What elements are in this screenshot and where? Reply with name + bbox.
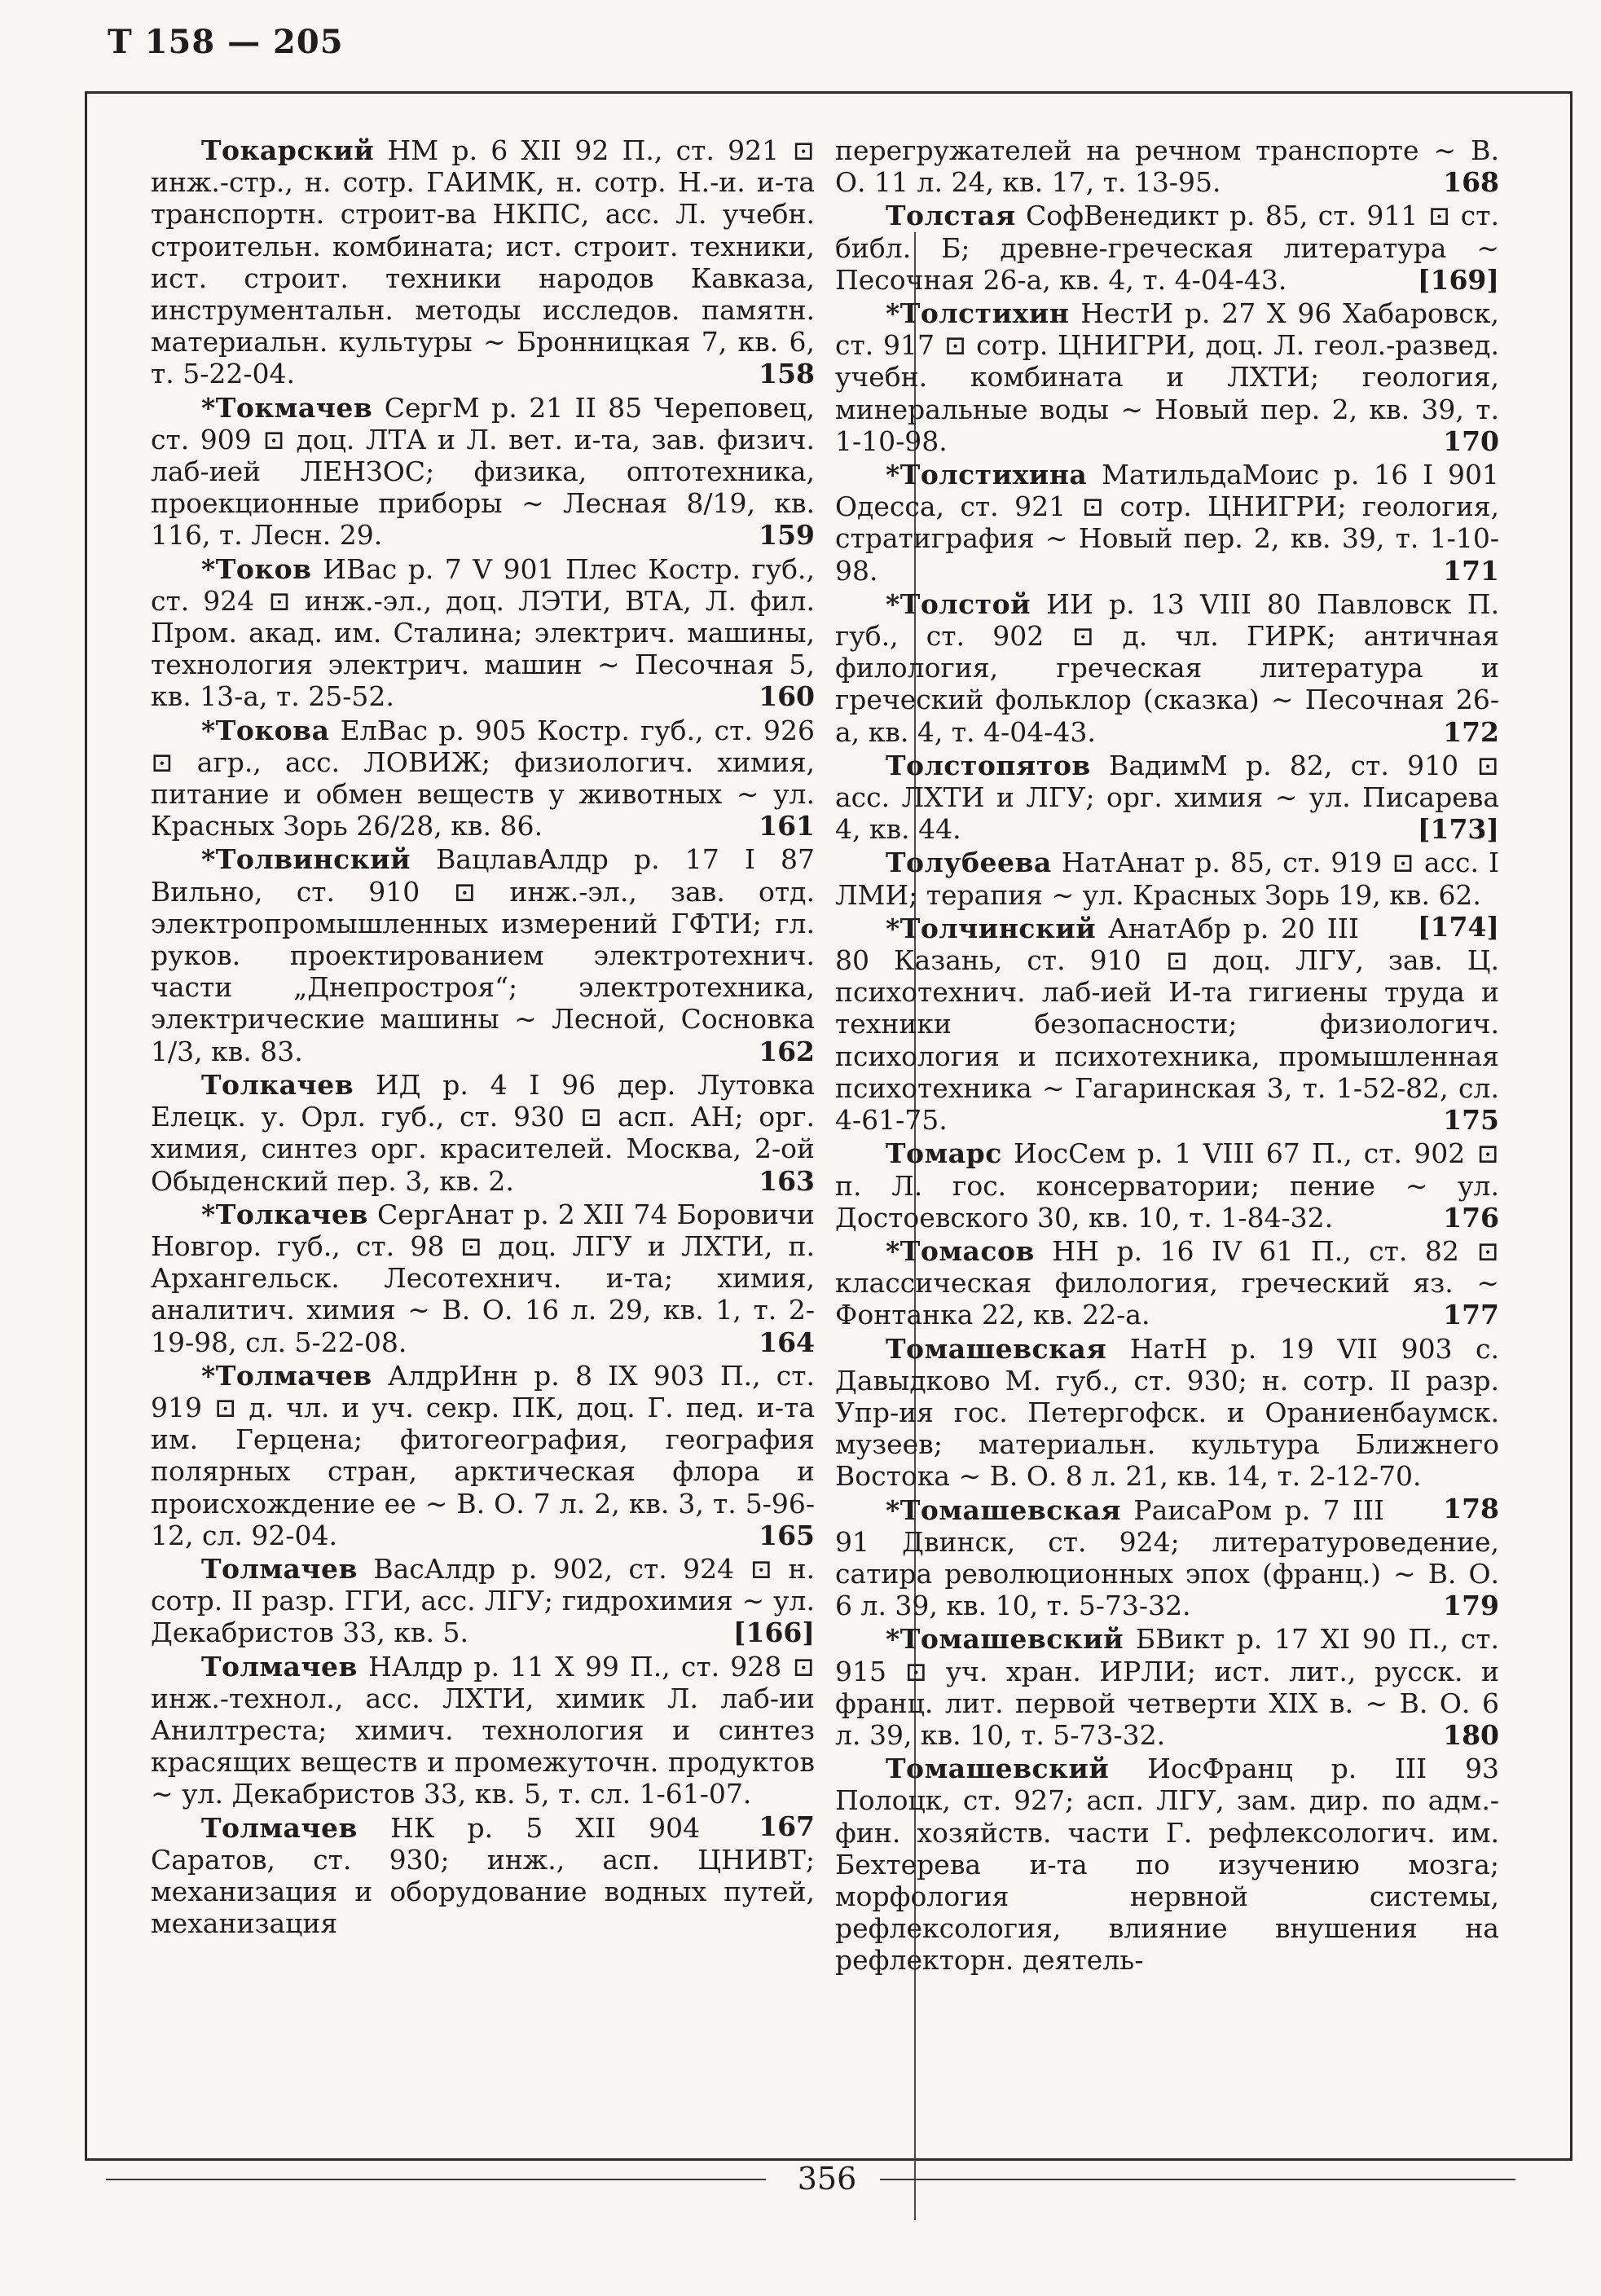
right-column bbox=[835, 134, 1499, 1978]
entry-text: НК р. 5 XII 904 Саратов, ст. 930; инж., асп. ЦНИВТ; механизация и оборудование водных путей, механизация bbox=[151, 1811, 815, 1940]
entry-number: 167 bbox=[759, 1810, 815, 1842]
entry-text: ИосСем р. 1 VIII 67 П., ст. 902 ⊡ п. Л. гос. консерватории; пение ∼ ул. Достоевского 30, кв. 10, т. 1-84-32. bbox=[835, 1137, 1499, 1234]
entry bbox=[835, 1332, 1499, 1524]
entry-number: 178 bbox=[1443, 1492, 1499, 1524]
entry bbox=[835, 134, 1499, 198]
entry-name: Толмачев bbox=[201, 1650, 358, 1682]
entry-text: АлдрИнн р. 8 IX 903 П., ст. 919 ⊡ д. чл. и уч. секр. ПК, доц. Г. пед. и-та им. Герцена; фитогеография, география полярных стран, арктическая флора и происхождение ее ∼ В. О. 7 л. 2, кв. 3, т. 5-96-12, сл. 92-04. bbox=[151, 1359, 816, 1551]
entry bbox=[835, 1235, 1499, 1331]
entry bbox=[835, 1137, 1499, 1234]
entry bbox=[835, 459, 1499, 587]
entry-name: *Толстой bbox=[886, 587, 1031, 620]
entry-name: Томашевская bbox=[886, 1332, 1107, 1365]
entry bbox=[151, 715, 815, 842]
page-frame bbox=[85, 91, 1572, 2161]
entry-number: 163 bbox=[759, 1164, 815, 1197]
entry-text: ИосФранц р. III 93 Полоцк, ст. 927; асп. ЛГУ, зам. дир. по адм.-фин. хозяйств. части Г. рефлексологич. им. Бехтерева и-та по изучению мозга; морфология нервной системы, рефлексология, влияние внушения на рефлекторн. деятель- bbox=[835, 1753, 1499, 1977]
entry-number: [169] bbox=[1417, 263, 1499, 296]
footer-rule-right bbox=[880, 2179, 1515, 2180]
entry-name: *Томасов bbox=[886, 1234, 1035, 1267]
entry-number: 160 bbox=[759, 680, 815, 713]
entry-name: *Томашевская bbox=[886, 1493, 1121, 1526]
entry-text: ИД р. 4 I 96 дер. Лутовка Елецк. у. Орл. губ., ст. 930 ⊡ асп. АН; орг. химия, синтез орг. красителей. Москва, 2-ой Обыденский пер. 3, кв. 2. bbox=[151, 1068, 815, 1197]
entry-text: ВасАлдр р. 902, ст. 924 ⊡ н. сотр. II разр. ГГИ, асс. ЛГУ; гидрохимия ∼ ул. Декабристов 33, кв. 5. bbox=[151, 1552, 815, 1649]
entry bbox=[835, 200, 1499, 296]
entry-name: Толкачев bbox=[201, 1068, 354, 1101]
entry-text: НатАнат р. 85, ст. 919 ⊡ асс. I ЛМИ; терапия ∼ ул. Красных Зорь 19, кв. 62. bbox=[835, 847, 1499, 911]
entry-text: МатильдаМоис р. 16 I 901 Одесса, ст. 921 ⊡ сотр. ЦНИГРИ; геология, стратиграфия ∼ Новый пер. 2, кв. 39, т. 1-10-98. bbox=[835, 459, 1499, 587]
entry-text: ИИ р. 13 VIII 80 Павловск П. губ., ст. 902 ⊡ д. чл. ГИРК; античная филология, греческая литература и греческий фольклор (сказка) ∼ Песочная 26-а, кв. 4, т. 4-04-43. bbox=[835, 587, 1499, 748]
entry-number: 164 bbox=[759, 1326, 815, 1358]
entry-name: Толубеева bbox=[886, 847, 1052, 879]
entry-number: [173] bbox=[1417, 813, 1499, 846]
entry-name: *Толчинский bbox=[886, 912, 1097, 944]
page-number: 356 bbox=[797, 2161, 857, 2197]
entry-number: [166] bbox=[732, 1616, 815, 1649]
entry-number: 177 bbox=[1443, 1299, 1499, 1331]
entry-name: Токарский bbox=[201, 134, 375, 166]
entry bbox=[151, 1069, 815, 1197]
entry-name: *Толкачев bbox=[201, 1198, 368, 1230]
entry-text: НАлдр р. 11 X 99 П., ст. 928 ⊡ инж.-технол., асс. ЛХТИ, химик Л. лаб-ии Анилтреста; химич. технология и синтез красящих веществ и промежуточн. продуктов ∼ ул. Декабристов 33, кв. 5, т. сл. 1-61-07. bbox=[151, 1650, 816, 1810]
entry-text: НестИ р. 27 X 96 Хабаровск, ст. 917 ⊡ сотр. ЦНИГРИ, доц. Л. геол.-развед. учебн. комбината и ЛХТИ; геология, минеральные воды ∼ Новый пер. 2, кв. 39, т. 1-10-98. bbox=[835, 297, 1499, 457]
entry-text: АнатАбр р. 20 III 80 Казань, ст. 910 ⊡ доц. ЛГУ, зав. Ц. психотехнич. лаб-ией И-та гигиены труда и техники безопасности; физиологич. психология и психотехника, промышленная психотехника ∼ Гагаринская 3, т. 1-52-82, сл. 4-61-75. bbox=[835, 912, 1499, 1137]
entry-number: 170 bbox=[1443, 424, 1499, 457]
entry-number: 171 bbox=[1443, 554, 1499, 587]
entry-number: 162 bbox=[759, 1035, 815, 1067]
entry bbox=[835, 297, 1499, 457]
entry-text: СофВенедикт р. 85, ст. 911 ⊡ ст. библ. Б; древне-греческая литература ∼ Песочная 26-а, кв. 4, т. 4-04-43. bbox=[835, 200, 1499, 296]
footer-rule-left bbox=[106, 2179, 766, 2180]
entry-text: НатН р. 19 VII 903 с. Давыдково М. губ., ст. 930; н. сотр. II разр. Упр-ия гос. Петергофск. и Ораниенбаумск. музеев; материальн. культура Ближнего Востока ∼ В. О. 8 л. 21, кв. 14, т. 2-12-70. bbox=[835, 1332, 1499, 1493]
entry-number: 165 bbox=[759, 1519, 815, 1551]
entry-number: 180 bbox=[1443, 1718, 1499, 1751]
entry-name: *Толстихина bbox=[886, 459, 1088, 491]
entry bbox=[151, 1199, 815, 1358]
entry-number: 175 bbox=[1443, 1104, 1499, 1137]
entry bbox=[835, 1623, 1499, 1751]
entry-name: Толмачев bbox=[201, 1811, 358, 1844]
entry-name: *Толстихин bbox=[886, 297, 1070, 330]
entry-name: *Толвинский bbox=[201, 843, 411, 876]
entry bbox=[835, 1753, 1499, 1976]
entry-text: СергАнат р. 2 XII 74 Боровичи Новгор. губ., ст. 98 ⊡ доц. ЛГУ и ЛХТИ, п. Архангельск. Лесотехнич. и-та; химия, аналитич. химия ∼ В. О. 16 л. 29, кв. 1, т. 2-19-98, сл. 5-22-08. bbox=[151, 1198, 815, 1358]
entry-text: ВацлавАлдр р. 17 I 87 Вильно, ст. 910 ⊡ инж.-эл., зав. отд. электропромышленных измерений ГФТИ; гл. руков. проектированием электротехнич. части „Днепростроя“; электротехника, электрические машины ∼ Лесной, Сосновка 1/3, кв. 83. bbox=[151, 843, 815, 1067]
entry-name: *Толмачев bbox=[201, 1359, 372, 1392]
entry-number: 179 bbox=[1443, 1590, 1499, 1622]
entry bbox=[151, 1360, 815, 1551]
entry-text: ИВас р. 7 V 901 Плес Костр. губ., ст. 924 ⊡ инж.-эл., доц. ЛЭТИ, ВТА, Л. фил. Пром. акад. им. Сталина; электрич. машины, технология электрич. машин ∼ Песочная 5, кв. 13-а, т. 25-52. bbox=[151, 552, 815, 713]
entry-name: *Токмачев bbox=[201, 391, 373, 424]
entry-text: НН р. 16 IV 61 П., ст. 82 ⊡ классическая филология, греческий яз. ∼ Фонтанка 22, кв. 22-а. bbox=[835, 1234, 1499, 1331]
entry bbox=[835, 910, 1499, 1137]
entry-number: 158 bbox=[759, 358, 815, 390]
entry-name: Толмачев bbox=[201, 1552, 358, 1585]
entry-text: перегружателей на речном транспорте ∼ В. О. 11 л. 24, кв. 17, т. 13-95. bbox=[835, 134, 1499, 199]
entry-number: 172 bbox=[1443, 715, 1499, 748]
entry-name: Толстопятов bbox=[886, 749, 1091, 781]
entry-text: СергМ р. 21 II 85 Череповец, ст. 909 ⊡ доц. ЛТА и Л. вет. и-та, зав. физич. лаб-ией ЛЕНЗОС; физика, оптотехника, проекционные приборы ∼ Лесная 8/19, кв. 116, т. Лесн. 29. bbox=[151, 391, 815, 552]
entry bbox=[151, 134, 815, 390]
entry-number: 176 bbox=[1443, 1201, 1499, 1234]
entry-number: 159 bbox=[759, 519, 815, 552]
entry-name: *Томашевский bbox=[886, 1623, 1124, 1656]
entry bbox=[835, 750, 1499, 846]
entry-name: Томашевский bbox=[886, 1753, 1110, 1785]
entry-name: *Токова bbox=[201, 714, 330, 746]
entry bbox=[151, 392, 815, 552]
entry-text: БВикт р. 17 XI 90 П., ст. 915 ⊡ уч. хран. ИРЛИ; ист. лит., русск. и франц. лит. первой четверти XIX в. ∼ В. О. 6 л. 39, кв. 10, т. 5-73-32. bbox=[835, 1623, 1499, 1751]
page-header-range: Т 158 — 205 bbox=[108, 23, 344, 61]
left-column bbox=[151, 134, 815, 1941]
page-footer bbox=[0, 2161, 1601, 2197]
entry bbox=[835, 588, 1499, 748]
entry-text: НМ р. 6 XII 92 П., ст. 921 ⊡ инж.-стр., н. сотр. ГАИМК, н. сотр. Н.-и. и-та транспортн. строит-ва НКПС, асс. Л. учебн. строительн. комбината; ист. строит. техники, ист. строит. техники народов Кавказа, инструментальн. методы исследов. памятн. материальн. культуры ∼ Бронницкая 7, кв. 6, т. 5-22-04. bbox=[151, 134, 815, 390]
entry-name: *Токов bbox=[201, 552, 312, 585]
entry-text: РаисаРом р. 7 III 91 Двинск, ст. 924; литературоведение, сатира революционных эпох (франц.) ∼ В. О. 6 л. 39, кв. 10, т. 5-73-32. bbox=[835, 1493, 1499, 1622]
entry bbox=[151, 1650, 816, 1842]
entry-name: Томарс bbox=[886, 1137, 1002, 1170]
entry-number: [174] bbox=[1417, 910, 1499, 943]
entry-number: 168 bbox=[1443, 166, 1499, 199]
entry-number: 161 bbox=[759, 810, 815, 842]
entry bbox=[151, 553, 815, 713]
entry-text: ЕлВас р. 905 Костр. губ., ст. 926 ⊡ агр., асс. ЛОВИЖ; физиологич. химия, питание и обмен веществ у животных ∼ ул. Красных Зорь 26/28, кв. 86. bbox=[151, 714, 815, 842]
entry bbox=[151, 1553, 815, 1649]
entry-name: Толстая bbox=[886, 200, 1016, 232]
entry bbox=[151, 843, 815, 1067]
entry-text: ВадимМ р. 82, ст. 910 ⊡ асс. ЛХТИ и ЛГУ; орг. химия ∼ ул. Писарева 4, кв. 44. bbox=[835, 749, 1499, 846]
